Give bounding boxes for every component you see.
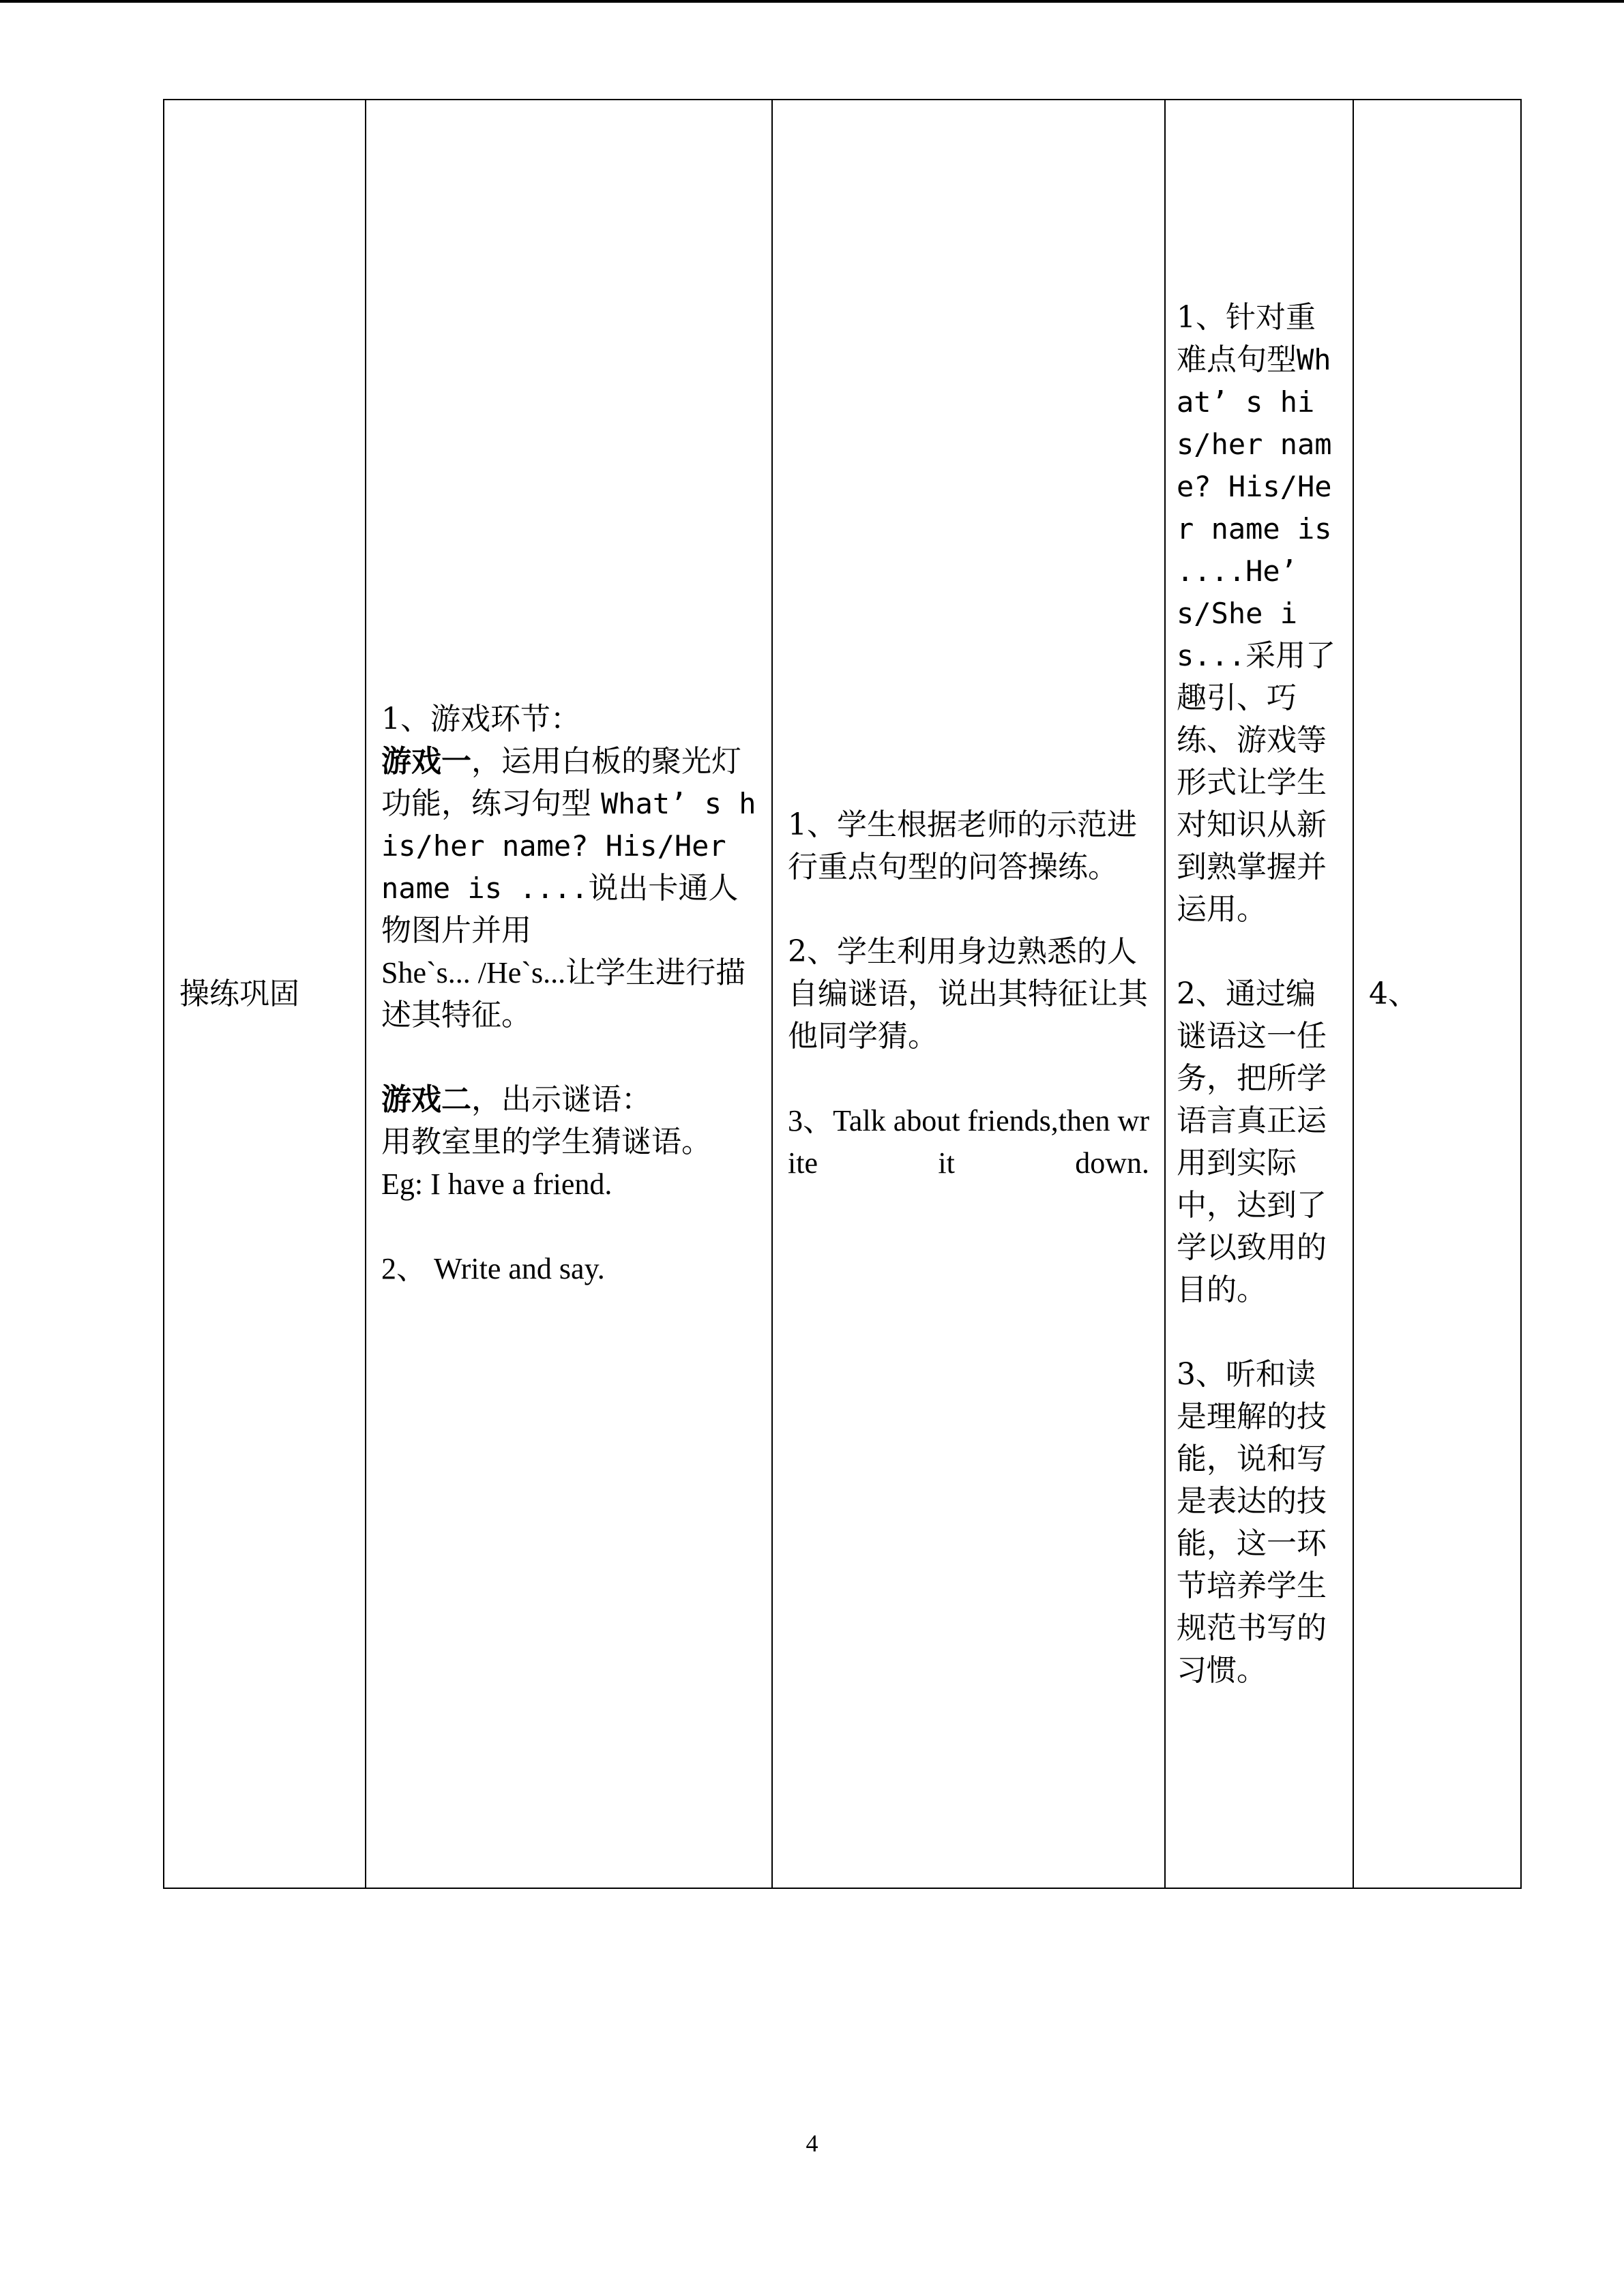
game1-text-a: ，运用白板的聚光灯功能，练习句型 <box>381 743 741 821</box>
game2-line: 用教室里的学生猜谜语。 <box>381 1124 711 1159</box>
game2-paragraph <box>381 1079 756 1121</box>
page-number: 4 <box>806 2130 818 2157</box>
intent-item1-suffix: 采用了趣引、巧练、游戏等形式让学生对知识从新到熟掌握并运用。 <box>1177 638 1336 927</box>
game1-text-c: 让学生进行描述其特征。 <box>381 955 746 1032</box>
intent-item3: 3、听和读是理解的技能，说和写是表达的技能，这一环节培养学生规范书写的习惯。 <box>1177 1356 1327 1688</box>
student-item1: 1、学生根据老师的示范进行重点句型的问答操练。 <box>788 807 1137 884</box>
teacher-activity-cell <box>366 100 772 1888</box>
design-intent-cell <box>1165 100 1353 1888</box>
intent-item1-prefix: 1、针对重难点句型 <box>1177 299 1316 377</box>
game2-text: ，出示谜语： <box>471 1082 651 1117</box>
student-item2: 2、学生利用身边熟悉的人自编谜语，说出其特征让其他同学猜。 <box>788 934 1148 1054</box>
game1-label: 游戏一 <box>381 743 471 779</box>
game1-text-b: 说出卡通人物图片并用 <box>381 870 739 948</box>
stage-cell <box>164 100 366 1888</box>
time-label: 4、 <box>1369 976 1418 1011</box>
student-activity-cell <box>772 100 1165 1888</box>
lesson-plan-table <box>163 99 1522 1889</box>
game1-paragraph <box>381 741 756 1037</box>
game2-label: 游戏二 <box>381 1082 471 1117</box>
game1-example: She`s... /He`s... <box>381 955 566 989</box>
top-border-line <box>0 0 1624 3</box>
intent-item1-sentences: What’ s his/her name? His/Her name is ....He’ s/She is... <box>1177 342 1332 672</box>
stage-label: 操练巩固 <box>179 976 299 1011</box>
game2-example: Eg: I have a friend. <box>381 1167 612 1201</box>
intent-item1 <box>1177 297 1342 931</box>
student-item3: 3、Talk about friends,then write it down. <box>788 1103 1149 1180</box>
teacher-item2: 2、 Write and say. <box>381 1251 605 1285</box>
game1-sentence: What’ s his/her name? His/Her name is .... <box>381 786 756 905</box>
time-cell <box>1353 100 1521 1888</box>
intent-item2: 2、通过编谜语这一任务，把所学语言真正运用到实际中，达到了学以致用的目的。 <box>1177 976 1327 1307</box>
table-row <box>164 100 1521 1888</box>
teacher-item1-title: 1、游戏环节： <box>381 701 580 736</box>
